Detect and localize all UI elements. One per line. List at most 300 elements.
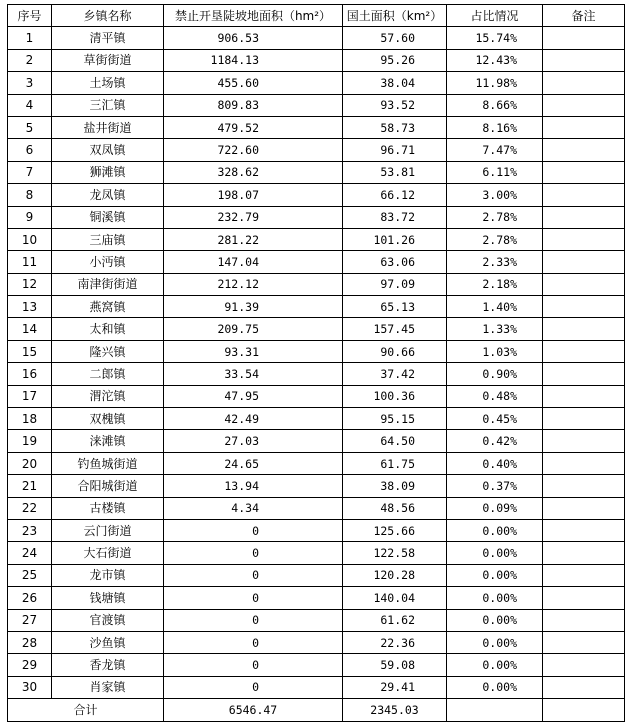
cell-ratio (447, 184, 543, 206)
cell-remarks (543, 452, 625, 474)
cell-ratio (447, 318, 543, 340)
total-area (164, 699, 343, 721)
table-row (8, 564, 625, 586)
cell-serial (8, 408, 52, 430)
cell-land-area (343, 430, 447, 452)
cell-ratio-text: 11.98% (475, 75, 517, 90)
table-row (8, 318, 625, 340)
table-row (8, 542, 625, 564)
cell-ratio-text: 6.11% (482, 165, 517, 180)
cell-slope-area (164, 49, 343, 71)
header-ratio: 占比情况 (447, 5, 543, 27)
cell-serial (8, 184, 52, 206)
cell-town-name-text: 清平镇 (89, 31, 126, 46)
cell-slope-area (164, 609, 343, 631)
cell-slope-area-text: 1184.13 (210, 53, 259, 68)
cell-slope-area-text: 281.22 (217, 232, 259, 247)
table-row (8, 654, 625, 676)
cell-town-name (52, 676, 164, 698)
cell-serial-text: 8 (25, 187, 34, 202)
cell-remarks (543, 363, 625, 385)
cell-land-area-text: 57.60 (380, 31, 415, 46)
cell-town-name (52, 631, 164, 653)
table-row (8, 519, 625, 541)
cell-remarks (543, 273, 625, 295)
cell-ratio (447, 497, 543, 519)
cell-slope-area-text: 328.62 (217, 165, 259, 180)
cell-serial (8, 564, 52, 586)
table-row (8, 452, 625, 474)
cell-land-area (343, 609, 447, 631)
table-row (8, 497, 625, 519)
cell-ratio (447, 385, 543, 407)
header-town-name: 乡镇名称 (52, 5, 164, 27)
cell-town-name-text: 隆兴镇 (89, 344, 126, 359)
cell-ratio-text: 8.66% (482, 98, 517, 113)
cell-slope-area-text: 906.53 (217, 31, 259, 46)
cell-ratio (447, 408, 543, 430)
cell-land-area-text: 95.26 (380, 53, 415, 68)
cell-ratio (447, 72, 543, 94)
table-row (8, 430, 625, 452)
cell-ratio (447, 296, 543, 318)
cell-serial-text: 25 (21, 568, 38, 583)
cell-land-area-text: 63.06 (380, 254, 415, 269)
cell-slope-area-text: 809.83 (217, 98, 259, 113)
cell-slope-area (164, 94, 343, 116)
cell-serial-text: 27 (21, 613, 38, 628)
cell-ratio-text: 0.00% (482, 635, 517, 650)
cell-slope-area-text: 27.03 (224, 434, 259, 449)
cell-serial-text: 4 (25, 98, 34, 113)
cell-town-name (52, 273, 164, 295)
cell-ratio (447, 363, 543, 385)
cell-land-area-text: 59.08 (380, 658, 415, 673)
cell-land-area (343, 408, 447, 430)
cell-remarks (543, 497, 625, 519)
cell-serial-text: 5 (25, 120, 34, 135)
cell-serial (8, 430, 52, 452)
cell-remarks (543, 542, 625, 564)
cell-land-area-text: 53.81 (380, 165, 415, 180)
cell-land-area-text: 140.04 (373, 590, 415, 605)
cell-serial-text: 3 (25, 75, 34, 90)
table-row (8, 161, 625, 183)
cell-land-area (343, 363, 447, 385)
cell-land-area (343, 318, 447, 340)
cell-ratio-text: 2.78% (482, 210, 517, 225)
cell-serial (8, 116, 52, 138)
cell-town-name (52, 430, 164, 452)
cell-serial (8, 49, 52, 71)
slope-land-table (7, 4, 625, 722)
cell-remarks (543, 385, 625, 407)
cell-land-area (343, 587, 447, 609)
cell-serial (8, 296, 52, 318)
total-row (8, 699, 625, 721)
cell-serial (8, 475, 52, 497)
cell-town-name-text: 二郎镇 (89, 366, 126, 381)
cell-land-area (343, 497, 447, 519)
cell-land-area-text: 61.75 (380, 456, 415, 471)
cell-town-name-text: 肖家镇 (89, 680, 126, 695)
cell-serial-text: 11 (21, 254, 38, 269)
cell-town-name (52, 184, 164, 206)
cell-remarks (543, 116, 625, 138)
cell-land-area (343, 139, 447, 161)
cell-ratio (447, 542, 543, 564)
cell-town-name-text: 狮滩镇 (89, 165, 126, 180)
cell-serial-text: 6 (25, 143, 34, 158)
cell-town-name (52, 161, 164, 183)
cell-remarks (543, 139, 625, 161)
cell-slope-area-text: 722.60 (217, 143, 259, 158)
cell-town-name-text: 渭沱镇 (89, 389, 126, 404)
cell-remarks (543, 408, 625, 430)
cell-land-area (343, 116, 447, 138)
cell-town-name (52, 206, 164, 228)
cell-serial (8, 228, 52, 250)
cell-ratio (447, 519, 543, 541)
cell-slope-area (164, 497, 343, 519)
table-row (8, 94, 625, 116)
cell-slope-area (164, 363, 343, 385)
cell-serial-text: 17 (21, 389, 38, 404)
cell-serial-text: 19 (21, 434, 38, 449)
cell-serial-text: 26 (21, 590, 38, 605)
cell-remarks (543, 676, 625, 698)
cell-town-name-text: 小沔镇 (89, 254, 126, 269)
cell-slope-area-text: 232.79 (217, 210, 259, 225)
cell-slope-area (164, 676, 343, 698)
cell-ratio (447, 631, 543, 653)
cell-land-area-text: 58.73 (380, 120, 415, 135)
cell-town-name (52, 385, 164, 407)
cell-serial (8, 385, 52, 407)
cell-remarks (543, 654, 625, 676)
cell-serial (8, 251, 52, 273)
cell-slope-area-text: 0 (252, 568, 259, 583)
cell-land-area (343, 27, 447, 49)
cell-remarks (543, 94, 625, 116)
table-row (8, 676, 625, 698)
cell-town-name (52, 609, 164, 631)
cell-town-name-text: 三庙镇 (89, 232, 126, 247)
cell-town-name-text: 铜溪镇 (89, 210, 126, 225)
cell-land-area (343, 184, 447, 206)
cell-slope-area-text: 0 (252, 680, 259, 695)
cell-serial (8, 72, 52, 94)
total-label: 合计 (8, 699, 164, 721)
cell-serial-text: 29 (21, 658, 38, 673)
cell-land-area-text: 29.41 (380, 680, 415, 695)
cell-slope-area-text: 209.75 (217, 322, 259, 337)
cell-ratio-text: 7.47% (482, 143, 517, 158)
cell-ratio (447, 475, 543, 497)
cell-slope-area-text: 0 (252, 635, 259, 650)
cell-serial (8, 631, 52, 653)
cell-slope-area (164, 340, 343, 362)
cell-slope-area-text: 0 (252, 613, 259, 628)
cell-land-area-text: 122.58 (373, 546, 415, 561)
cell-serial-text: 21 (21, 478, 38, 493)
cell-land-area (343, 206, 447, 228)
cell-slope-area (164, 430, 343, 452)
cell-town-name-text: 云门街道 (83, 523, 132, 538)
cell-ratio-text: 0.42% (482, 434, 517, 449)
cell-slope-area-text: 13.94 (224, 478, 259, 493)
header-slope-area: 禁止开垦陡坡地面积（hm²） (164, 5, 343, 27)
cell-land-area-text: 83.72 (380, 210, 415, 225)
cell-slope-area (164, 27, 343, 49)
cell-remarks (543, 184, 625, 206)
cell-town-name (52, 340, 164, 362)
cell-slope-area (164, 631, 343, 653)
cell-ratio-text: 0.00% (482, 613, 517, 628)
cell-land-area-text: 38.04 (380, 75, 415, 90)
cell-serial-text: 9 (25, 210, 34, 225)
cell-land-area (343, 654, 447, 676)
table-row (8, 139, 625, 161)
cell-ratio (447, 228, 543, 250)
cell-town-name (52, 72, 164, 94)
cell-town-name-text: 官渡镇 (89, 613, 126, 628)
cell-land-area-text: 95.15 (380, 411, 415, 426)
cell-slope-area-text: 147.04 (217, 254, 259, 269)
cell-remarks (543, 27, 625, 49)
cell-land-area (343, 340, 447, 362)
cell-land-area (343, 519, 447, 541)
cell-land-area-text: 96.71 (380, 143, 415, 158)
cell-slope-area (164, 161, 343, 183)
cell-land-area-text: 37.42 (380, 366, 415, 381)
cell-ratio-text: 0.00% (482, 658, 517, 673)
cell-serial (8, 340, 52, 362)
cell-slope-area-text: 0 (252, 658, 259, 673)
cell-slope-area-text: 93.31 (224, 344, 259, 359)
cell-serial-text: 16 (21, 366, 38, 381)
cell-land-area-text: 90.66 (380, 344, 415, 359)
cell-serial (8, 161, 52, 183)
total-ratio (447, 699, 543, 721)
cell-serial-text: 18 (21, 411, 38, 426)
cell-ratio (447, 564, 543, 586)
cell-land-area (343, 631, 447, 653)
cell-serial (8, 587, 52, 609)
table-body (8, 27, 625, 721)
cell-ratio-text: 0.00% (482, 568, 517, 583)
cell-slope-area (164, 408, 343, 430)
cell-town-name-text: 双槐镇 (89, 411, 126, 426)
cell-serial (8, 542, 52, 564)
cell-land-area-text: 66.12 (380, 187, 415, 202)
cell-serial-text: 24 (21, 546, 38, 561)
cell-remarks (543, 72, 625, 94)
cell-land-area (343, 676, 447, 698)
cell-slope-area-text: 42.49 (224, 411, 259, 426)
cell-land-area (343, 542, 447, 564)
cell-serial (8, 94, 52, 116)
cell-ratio-text: 0.09% (482, 501, 517, 516)
cell-remarks (543, 49, 625, 71)
cell-land-area-text: 120.28 (373, 568, 415, 583)
cell-town-name (52, 251, 164, 273)
cell-slope-area-text: 212.12 (217, 277, 259, 292)
cell-ratio-text: 0.90% (482, 366, 517, 381)
cell-serial-text: 23 (21, 523, 38, 538)
cell-town-name-text: 香龙镇 (89, 658, 126, 673)
cell-serial (8, 27, 52, 49)
cell-land-area-text: 64.50 (380, 434, 415, 449)
cell-serial (8, 654, 52, 676)
table-row (8, 631, 625, 653)
cell-town-name (52, 363, 164, 385)
cell-ratio-text: 8.16% (482, 120, 517, 135)
cell-slope-area-text: 47.95 (224, 389, 259, 404)
cell-slope-area (164, 654, 343, 676)
cell-town-name-text: 燕窝镇 (89, 299, 126, 314)
total-area-text: 6546.47 (228, 702, 278, 717)
cell-serial-text: 2 (25, 53, 34, 68)
cell-town-name (52, 475, 164, 497)
cell-town-name (52, 49, 164, 71)
cell-slope-area (164, 587, 343, 609)
cell-land-area-text: 61.62 (380, 613, 415, 628)
cell-slope-area-text: 33.54 (224, 366, 259, 381)
cell-town-name-text: 三汇镇 (89, 98, 126, 113)
cell-land-area-text: 97.09 (380, 277, 415, 292)
header-land-area: 国土面积（km²） (343, 5, 447, 27)
table-row (8, 587, 625, 609)
cell-serial-text: 13 (21, 299, 38, 314)
cell-land-area-text: 38.09 (380, 478, 415, 493)
cell-town-name-text: 涞滩镇 (89, 434, 126, 449)
cell-remarks (543, 161, 625, 183)
cell-remarks (543, 251, 625, 273)
cell-slope-area-text: 479.52 (217, 120, 259, 135)
cell-ratio-text: 0.00% (482, 680, 517, 695)
cell-serial-text: 20 (21, 456, 38, 471)
cell-ratio-text: 0.00% (482, 523, 517, 538)
header-remarks: 备注 (543, 5, 625, 27)
table-row (8, 27, 625, 49)
cell-slope-area (164, 385, 343, 407)
cell-ratio (447, 27, 543, 49)
cell-slope-area (164, 206, 343, 228)
cell-town-name-text: 龙凤镇 (89, 187, 126, 202)
cell-ratio (447, 139, 543, 161)
cell-town-name (52, 139, 164, 161)
cell-land-area (343, 161, 447, 183)
cell-slope-area (164, 139, 343, 161)
cell-remarks (543, 609, 625, 631)
cell-town-name (52, 408, 164, 430)
cell-ratio-text: 0.48% (482, 389, 517, 404)
table-row (8, 72, 625, 94)
total-land (343, 699, 447, 721)
cell-ratio (447, 161, 543, 183)
cell-town-name-text: 太和镇 (89, 322, 126, 337)
table-row (8, 206, 625, 228)
cell-remarks (543, 228, 625, 250)
cell-serial (8, 273, 52, 295)
cell-slope-area (164, 564, 343, 586)
table-row (8, 251, 625, 273)
cell-ratio-text: 0.00% (482, 546, 517, 561)
cell-town-name-text: 双凤镇 (89, 143, 126, 158)
cell-slope-area (164, 296, 343, 318)
cell-ratio-text: 0.40% (482, 456, 517, 471)
cell-town-name (52, 94, 164, 116)
cell-ratio (447, 587, 543, 609)
table-row (8, 116, 625, 138)
cell-serial-text: 28 (21, 635, 38, 650)
cell-town-name-text: 草街街道 (83, 53, 132, 68)
cell-land-area (343, 273, 447, 295)
cell-remarks (543, 631, 625, 653)
cell-ratio (447, 654, 543, 676)
cell-remarks (543, 564, 625, 586)
total-note (543, 699, 625, 721)
cell-town-name (52, 116, 164, 138)
table-row (8, 475, 625, 497)
cell-slope-area-text: 4.34 (231, 501, 259, 516)
cell-town-name-text: 土场镇 (89, 75, 126, 90)
cell-remarks (543, 340, 625, 362)
cell-slope-area (164, 72, 343, 94)
cell-slope-area (164, 452, 343, 474)
cell-town-name-text: 合阳城街道 (77, 478, 138, 493)
cell-remarks (543, 206, 625, 228)
cell-serial-text: 7 (25, 165, 34, 180)
cell-town-name-text: 大石街道 (83, 546, 132, 561)
cell-land-area (343, 475, 447, 497)
cell-land-area (343, 385, 447, 407)
cell-serial (8, 452, 52, 474)
cell-land-area (343, 228, 447, 250)
cell-serial (8, 609, 52, 631)
cell-land-area (343, 49, 447, 71)
table-row (8, 408, 625, 430)
cell-town-name-text: 钓鱼城街道 (77, 456, 138, 471)
cell-serial-text: 14 (21, 322, 38, 337)
cell-slope-area-text: 198.07 (217, 187, 259, 202)
cell-slope-area (164, 273, 343, 295)
cell-land-area-text: 48.56 (380, 501, 415, 516)
table-row (8, 385, 625, 407)
cell-town-name-text: 龙市镇 (89, 568, 126, 583)
cell-serial-text: 30 (21, 680, 38, 695)
cell-town-name (52, 318, 164, 340)
cell-land-area (343, 564, 447, 586)
cell-ratio-text: 2.18% (482, 277, 517, 292)
table-row (8, 609, 625, 631)
cell-ratio-text: 0.37% (482, 478, 517, 493)
cell-ratio (447, 452, 543, 474)
cell-serial-text: 10 (21, 232, 38, 247)
header-serial: 序号 (8, 5, 52, 27)
cell-land-area-text: 101.26 (373, 232, 415, 247)
cell-town-name-text: 沙鱼镇 (89, 635, 126, 650)
cell-serial (8, 497, 52, 519)
cell-remarks (543, 430, 625, 452)
cell-slope-area (164, 318, 343, 340)
cell-slope-area-text: 91.39 (224, 299, 259, 314)
cell-remarks (543, 475, 625, 497)
cell-slope-area-text: 455.60 (217, 75, 259, 90)
cell-town-name (52, 542, 164, 564)
cell-town-name (52, 519, 164, 541)
